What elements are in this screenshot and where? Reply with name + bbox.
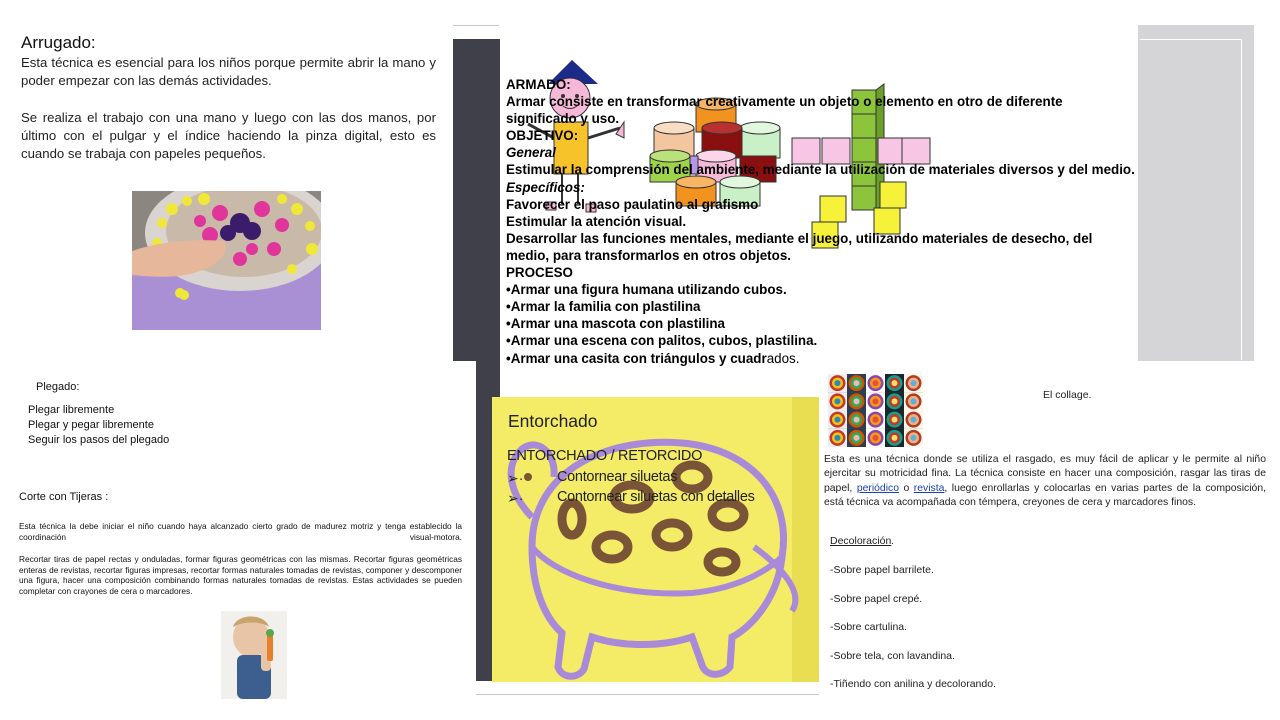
entorchado-item: Contornear siluetas xyxy=(557,469,678,485)
corte-title: Corte con Tijeras : xyxy=(19,491,109,503)
list-item: Plegar y pegar libremente xyxy=(28,419,154,431)
decoloracion-item: -Tiñendo con anilina y decolorando. xyxy=(830,678,996,690)
entorchado-item: Contornear siluetas con detalles xyxy=(557,489,755,505)
arrugado-paragraph-1: Esta técnica es esencial para los niños porque permite abrir la mano y poder empezar con las demás actividades. xyxy=(21,55,436,88)
especificos-heading: Específicos: xyxy=(506,179,585,195)
decoloracion-item: -Sobre tela, con lavandina. xyxy=(830,650,955,662)
objective-item: Desarrollar las funciones mentales, mediante el juego, utilizando materiales de desecho, del medio, para transformarlos en otros objetos. xyxy=(506,230,1093,263)
collage-paragraph xyxy=(824,453,1266,511)
proceso-item: •Armar una escena con palitos, cubos, plastilina. xyxy=(506,333,818,349)
armado-heading: ARMADO: xyxy=(506,77,571,92)
slide-gray-panel-frame xyxy=(1140,39,1242,360)
plegado-title: Plegado: xyxy=(36,381,80,393)
proceso-item-bold: •Armar una casita con triángulos y cuadr xyxy=(506,350,767,366)
slide-top-rule xyxy=(453,25,499,26)
objetivo-heading: OBJETIVO: xyxy=(506,128,579,144)
slide-bottom-rule xyxy=(476,694,819,695)
bullet-arrow-icon: ➢· xyxy=(507,470,524,486)
proceso-item-normal: ados. xyxy=(766,350,800,366)
proceso-item: •Armar la familia con plastilina xyxy=(506,299,701,315)
list-item: Plegar libremente xyxy=(28,404,115,416)
slide-dark-bar xyxy=(453,39,500,361)
list-item: Seguir los pasos del plegado xyxy=(28,434,170,446)
revista-link[interactable]: revista xyxy=(913,482,945,494)
general-objective: Estimular la comprensión del ambiente, mediante la utilización de materiales diversos y del medio. xyxy=(506,162,1135,178)
decoloracion-item: -Sobre papel crepé. xyxy=(830,593,923,605)
entorchado-drawing xyxy=(492,397,819,682)
decoloracion-item: -Sobre papel barrilete. xyxy=(830,564,934,576)
entorchado-bullet xyxy=(507,490,523,508)
collage-text: o xyxy=(898,482,914,494)
collage-title: El collage. xyxy=(1043,389,1092,401)
child-crumpled-paper-photo xyxy=(132,191,321,330)
decoloracion-title-text: Decoloración xyxy=(830,535,892,547)
entorchado-bullet xyxy=(507,470,523,488)
periodico-link[interactable]: periódico xyxy=(856,482,899,494)
decoloracion-title xyxy=(830,535,891,547)
decoloracion-title-period: . xyxy=(891,535,894,547)
plegado-list xyxy=(28,403,169,448)
arrugado-title: Arrugado: xyxy=(21,33,96,52)
armado-text-block xyxy=(506,76,1136,367)
corte-paragraph-2: Recortar tiras de papel rectas y onduladas, formar figuras geométricas con las mismas. Recortar figuras geométricas enteras de revistas, recortar figuras impresas, recortar formas naturales tomadas de revistas, componer y descomponer una figura, hacer una composición combinando formas naturales tomadas de revistas. Estas actividades se pueden completar con crayones de cera o marcadores. xyxy=(19,554,462,596)
objective-item: Estimular la atención visual. xyxy=(506,213,687,229)
objective-item: Favorecer el paso paulatino al grafismo xyxy=(506,196,759,212)
decoloracion-item: -Sobre cartulina. xyxy=(830,621,908,633)
proceso-item: •Armar una figura humana utilizando cubos. xyxy=(506,282,787,298)
proceso-item: •Armar una mascota con plastilina xyxy=(506,316,726,332)
proceso-item xyxy=(506,350,1136,367)
armado-definition: Armar consiste en transformar creativamente un objeto o elemento en otro de diferente significado y uso. xyxy=(506,94,1063,127)
entorchado-title: Entorchado xyxy=(508,411,598,431)
entorchado-subtitle: ENTORCHADO / RETORCIDO xyxy=(507,448,703,464)
bullet-arrow-icon: ➢· xyxy=(507,490,524,506)
proceso-heading: PROCESO xyxy=(506,265,573,281)
general-heading: General xyxy=(506,145,556,161)
concentric-circles-painting xyxy=(828,374,923,447)
corte-paragraph-1: Esta técnica la debe iniciar el niño cuando haya alcanzado cierto grado de madurez motriz y tenga establecido la coordinación visual-motora. xyxy=(19,521,462,542)
collage-text: , luego enrollarlas y colocarlas en varias partes de la composición, está técnica va acompañada con témpera, creyones de cera y marcadores finos. xyxy=(824,482,1266,509)
child-with-scissors-photo xyxy=(221,611,287,699)
arrugado-paragraph-2: Se realiza el trabajo con una mano y luego con las dos manos, por último con el pulgar y el índice haciendo la pinza digital, esto es cuando se trabaja con papeles pequeños. xyxy=(21,110,436,161)
collage-text: Esta es una técnica donde se utiliza el rasgado, es muy fácil de aplicar y le permite al niño ejercitar su motricidad fina. La técnica consiste en hacer una composición, rasgar las tiras de papel, xyxy=(824,454,1266,494)
